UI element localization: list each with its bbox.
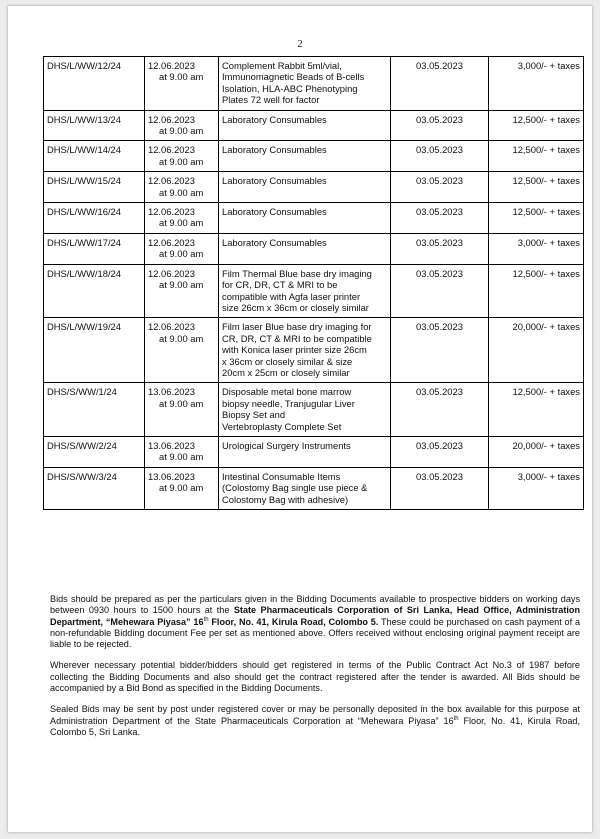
item-description-line: Complement Rabbit 5ml/vial,: [222, 60, 342, 71]
item-description-line: Laboratory Consumables: [222, 113, 327, 125]
table-row: [44, 318, 584, 383]
item-description-line: Intestinal Consumable Items: [222, 470, 341, 482]
table-row: [44, 172, 584, 203]
item-description-line: (Colostomy Bag single use piece &: [222, 482, 368, 494]
bid-reference: DHS/L/WW/19/24: [47, 321, 121, 333]
closing-time: at 9.00 am: [159, 248, 204, 260]
closing-date: 12.06.2023: [148, 321, 195, 333]
item-description-cell: [219, 264, 391, 318]
closing-date-cell: [145, 467, 219, 509]
document-fee: 20,000/- + taxes: [512, 439, 580, 451]
published-date: 03.05.2023: [416, 386, 463, 398]
closing-date: 12.06.2023: [148, 113, 195, 125]
published-date-cell: [391, 203, 489, 234]
para1-superscript: th: [203, 616, 209, 623]
document-fee-cell: [489, 264, 584, 318]
item-description-cell: [219, 110, 391, 141]
table-row: [44, 203, 584, 234]
bid-reference-cell: [44, 233, 145, 264]
bid-reference: DHS/S/WW/1/24: [47, 386, 117, 398]
bid-reference: DHS/L/WW/16/24: [47, 206, 121, 218]
item-description-line: Colostomy Bag with adhesive): [222, 493, 349, 505]
closing-date-cell: [145, 172, 219, 203]
item-description-line: Laboratory Consumables: [222, 175, 327, 187]
table-row: [44, 383, 584, 437]
document-fee: 12,500/- + taxes: [512, 206, 580, 218]
bid-reference-cell: [44, 318, 145, 383]
closing-time: at 9.00 am: [159, 125, 204, 137]
closing-date-cell: [145, 383, 219, 437]
published-date: 03.05.2023: [416, 60, 463, 71]
bid-reference: DHS/L/WW/14/24: [47, 144, 121, 156]
document-fee-cell: [489, 318, 584, 383]
published-date: 03.05.2023: [416, 321, 463, 333]
item-description-line: biopsy needle, Tranjugular Liver: [222, 397, 355, 409]
closing-time: at 9.00 am: [159, 186, 204, 198]
item-description-line: Biopsy Set and: [222, 409, 286, 421]
closing-date-cell: [145, 264, 219, 318]
bid-reference-cell: [44, 57, 145, 111]
published-date-cell: [391, 141, 489, 172]
item-description-line: for CR, DR, CT & MRI to be: [222, 279, 338, 291]
document-fee: 12,500/- + taxes: [512, 175, 580, 187]
document-fee-cell: [489, 383, 584, 437]
published-date: 03.05.2023: [416, 236, 463, 248]
published-date: 03.05.2023: [416, 470, 463, 482]
closing-time: at 9.00 am: [159, 451, 204, 463]
document-fee-cell: [489, 57, 584, 111]
closing-date: 12.06.2023: [148, 206, 195, 218]
document-fee: 12,500/- + taxes: [512, 144, 580, 156]
table-row: [44, 436, 584, 467]
item-description-line: with Konica laser printer size 26cm: [222, 344, 367, 356]
para3-text-b: Floor, No. 41, Kirula Road, Colombo 5, Sri Lanka.: [50, 715, 580, 737]
published-date-cell: [391, 467, 489, 509]
item-description-line: CR, DR, CT & MRI to be compatible: [222, 332, 372, 344]
bid-reference: DHS/S/WW/3/24: [47, 470, 117, 482]
table-row: [44, 264, 584, 318]
para1-text-b: These could be purchased on cash payment of a non-refundable Bidding document Fee per set as mentioned above. Offers received without enclosing original payment receipt are liable to be rejected.: [50, 616, 581, 650]
document-fee-cell: [489, 172, 584, 203]
item-description-cell: [219, 203, 391, 234]
closing-date: 12.06.2023: [148, 236, 195, 248]
bid-reference: DHS/S/WW/2/24: [47, 439, 117, 451]
item-description-line: Film laser Blue base dry imaging for: [222, 321, 372, 333]
published-date-cell: [391, 172, 489, 203]
published-date: 03.05.2023: [416, 113, 463, 125]
closing-date: 12.06.2023: [148, 175, 195, 187]
published-date-cell: [391, 436, 489, 467]
item-description-line: Film Thermal Blue base dry imaging: [222, 267, 372, 279]
table-row: [44, 467, 584, 509]
closing-time: at 9.00 am: [159, 332, 204, 344]
published-date: 03.05.2023: [416, 144, 463, 156]
document-fee: 3,000/- + taxes: [517, 236, 580, 248]
closing-date: 12.06.2023: [148, 60, 195, 71]
item-description-cell: [219, 57, 391, 111]
table-row: [44, 57, 584, 111]
published-date-cell: [391, 57, 489, 111]
document-fee-cell: [489, 233, 584, 264]
paragraph-registration: Wherever necessary potential bidder/bidders should get registered in terms of the Public Contract Act No.3 of 1987 before collecting the Bidding Documents and also should get the contract registered after the tender is awarded. All Bids should be accompanied by a Bid Bond as specified in the Bidding Documents.: [50, 660, 580, 694]
closing-date-cell: [145, 110, 219, 141]
notice-text: [50, 594, 580, 748]
closing-time: at 9.00 am: [159, 279, 204, 291]
bid-reference: DHS/L/WW/15/24: [47, 175, 121, 187]
item-description-line: Immunomagnetic Beads of B-cells: [222, 71, 365, 83]
item-description-line: compatible with Agfa laser printer: [222, 290, 361, 302]
para1-text-a: Bids should be prepared as per the particulars given in the Bidding Documents available to prospective bidders on working days between 0930 hours to 1500 hours at the: [50, 594, 580, 616]
item-description-line: size 26cm x 36cm or closely similar: [222, 301, 369, 313]
closing-date-cell: [145, 203, 219, 234]
item-description-line: Disposable metal bone marrow: [222, 386, 352, 398]
document-page: [8, 6, 592, 832]
document-fee-cell: [489, 467, 584, 509]
published-date-cell: [391, 318, 489, 383]
bid-table-body: [44, 57, 584, 510]
published-date: 03.05.2023: [416, 175, 463, 187]
document-fee: 20,000/- + taxes: [512, 321, 580, 333]
closing-date: 12.06.2023: [148, 267, 195, 279]
document-fee: 12,500/- + taxes: [512, 267, 580, 279]
closing-date: 13.06.2023: [148, 439, 195, 451]
closing-date-cell: [145, 57, 219, 111]
item-description-cell: [219, 233, 391, 264]
document-fee-cell: [489, 110, 584, 141]
document-fee-cell: [489, 436, 584, 467]
closing-date-cell: [145, 141, 219, 172]
closing-time: at 9.00 am: [159, 217, 204, 229]
bid-reference: DHS/L/WW/17/24: [47, 236, 121, 248]
item-description-line: Plates 72 well for factor: [222, 94, 320, 106]
bid-reference-cell: [44, 383, 145, 437]
document-fee-cell: [489, 203, 584, 234]
item-description-line: Laboratory Consumables: [222, 206, 327, 218]
published-date: 03.05.2023: [416, 206, 463, 218]
closing-date-cell: [145, 318, 219, 383]
item-description-cell: [219, 172, 391, 203]
published-date: 03.05.2023: [416, 267, 463, 279]
item-description-cell: [219, 383, 391, 437]
closing-date: 13.06.2023: [148, 470, 195, 482]
table-row: [44, 233, 584, 264]
para1-bold-address-end: Floor, No. 41, Kirula Road, Colombo 5.: [208, 616, 379, 627]
published-date-cell: [391, 264, 489, 318]
bid-reference-cell: [44, 141, 145, 172]
document-fee: 12,500/- + taxes: [512, 113, 580, 125]
bid-table: [43, 56, 584, 510]
item-description-line: Laboratory Consumables: [222, 144, 327, 156]
item-description-cell: [219, 141, 391, 172]
paragraph-sealed-bids: [50, 704, 580, 738]
item-description-cell: [219, 467, 391, 509]
item-description-line: x 36cm or closely similar & size: [222, 355, 353, 367]
item-description-line: Urological Surgery Instruments: [222, 439, 351, 451]
published-date-cell: [391, 110, 489, 141]
page-number: 2: [297, 38, 303, 50]
item-description-line: 20cm x 25cm or closely similar: [222, 366, 350, 378]
item-description-line: Vertebroplasty Complete Set: [222, 420, 342, 432]
closing-time: at 9.00 am: [159, 155, 204, 167]
item-description-cell: [219, 318, 391, 383]
bid-reference: DHS/L/WW/12/24: [47, 60, 121, 71]
document-fee-cell: [489, 141, 584, 172]
para3-text-a: Sealed Bids may be sent by post under registered cover or may be personally deposited in the box available for this purpose at Administration Department of the State Pharmaceuticals Corporation at “Mehewara Piyasa” 16: [50, 704, 580, 726]
closing-date-cell: [145, 436, 219, 467]
paragraph-bidding-documents: [50, 594, 580, 650]
closing-time: at 9.00 am: [159, 482, 204, 494]
item-description-line: Laboratory Consumables: [222, 236, 327, 248]
table-row: [44, 110, 584, 141]
bid-reference: DHS/L/WW/18/24: [47, 267, 121, 279]
bid-reference-cell: [44, 172, 145, 203]
bid-reference-cell: [44, 203, 145, 234]
bid-reference-cell: [44, 467, 145, 509]
closing-time: at 9.00 am: [159, 71, 204, 83]
bid-reference: DHS/L/WW/13/24: [47, 113, 121, 125]
bid-reference-cell: [44, 264, 145, 318]
item-description-cell: [219, 436, 391, 467]
document-fee: 3,000/- + taxes: [517, 60, 580, 71]
table-row: [44, 141, 584, 172]
published-date: 03.05.2023: [416, 439, 463, 451]
closing-date-cell: [145, 233, 219, 264]
document-fee: 3,000/- + taxes: [517, 470, 580, 482]
closing-time: at 9.00 am: [159, 397, 204, 409]
bid-reference-cell: [44, 110, 145, 141]
published-date-cell: [391, 383, 489, 437]
para3-superscript: th: [453, 715, 459, 722]
published-date-cell: [391, 233, 489, 264]
closing-date: 12.06.2023: [148, 144, 195, 156]
item-description-line: Isolation, HLA-ABC Phenotyping: [222, 82, 358, 94]
para1-bold-address: State Pharmaceuticals Corporation of Sri Lanka, Head Office, Administration Department, “Mehewara Piyasa” 16: [50, 605, 580, 627]
document-fee: 12,500/- + taxes: [512, 386, 580, 398]
closing-date: 13.06.2023: [148, 386, 195, 398]
bid-reference-cell: [44, 436, 145, 467]
